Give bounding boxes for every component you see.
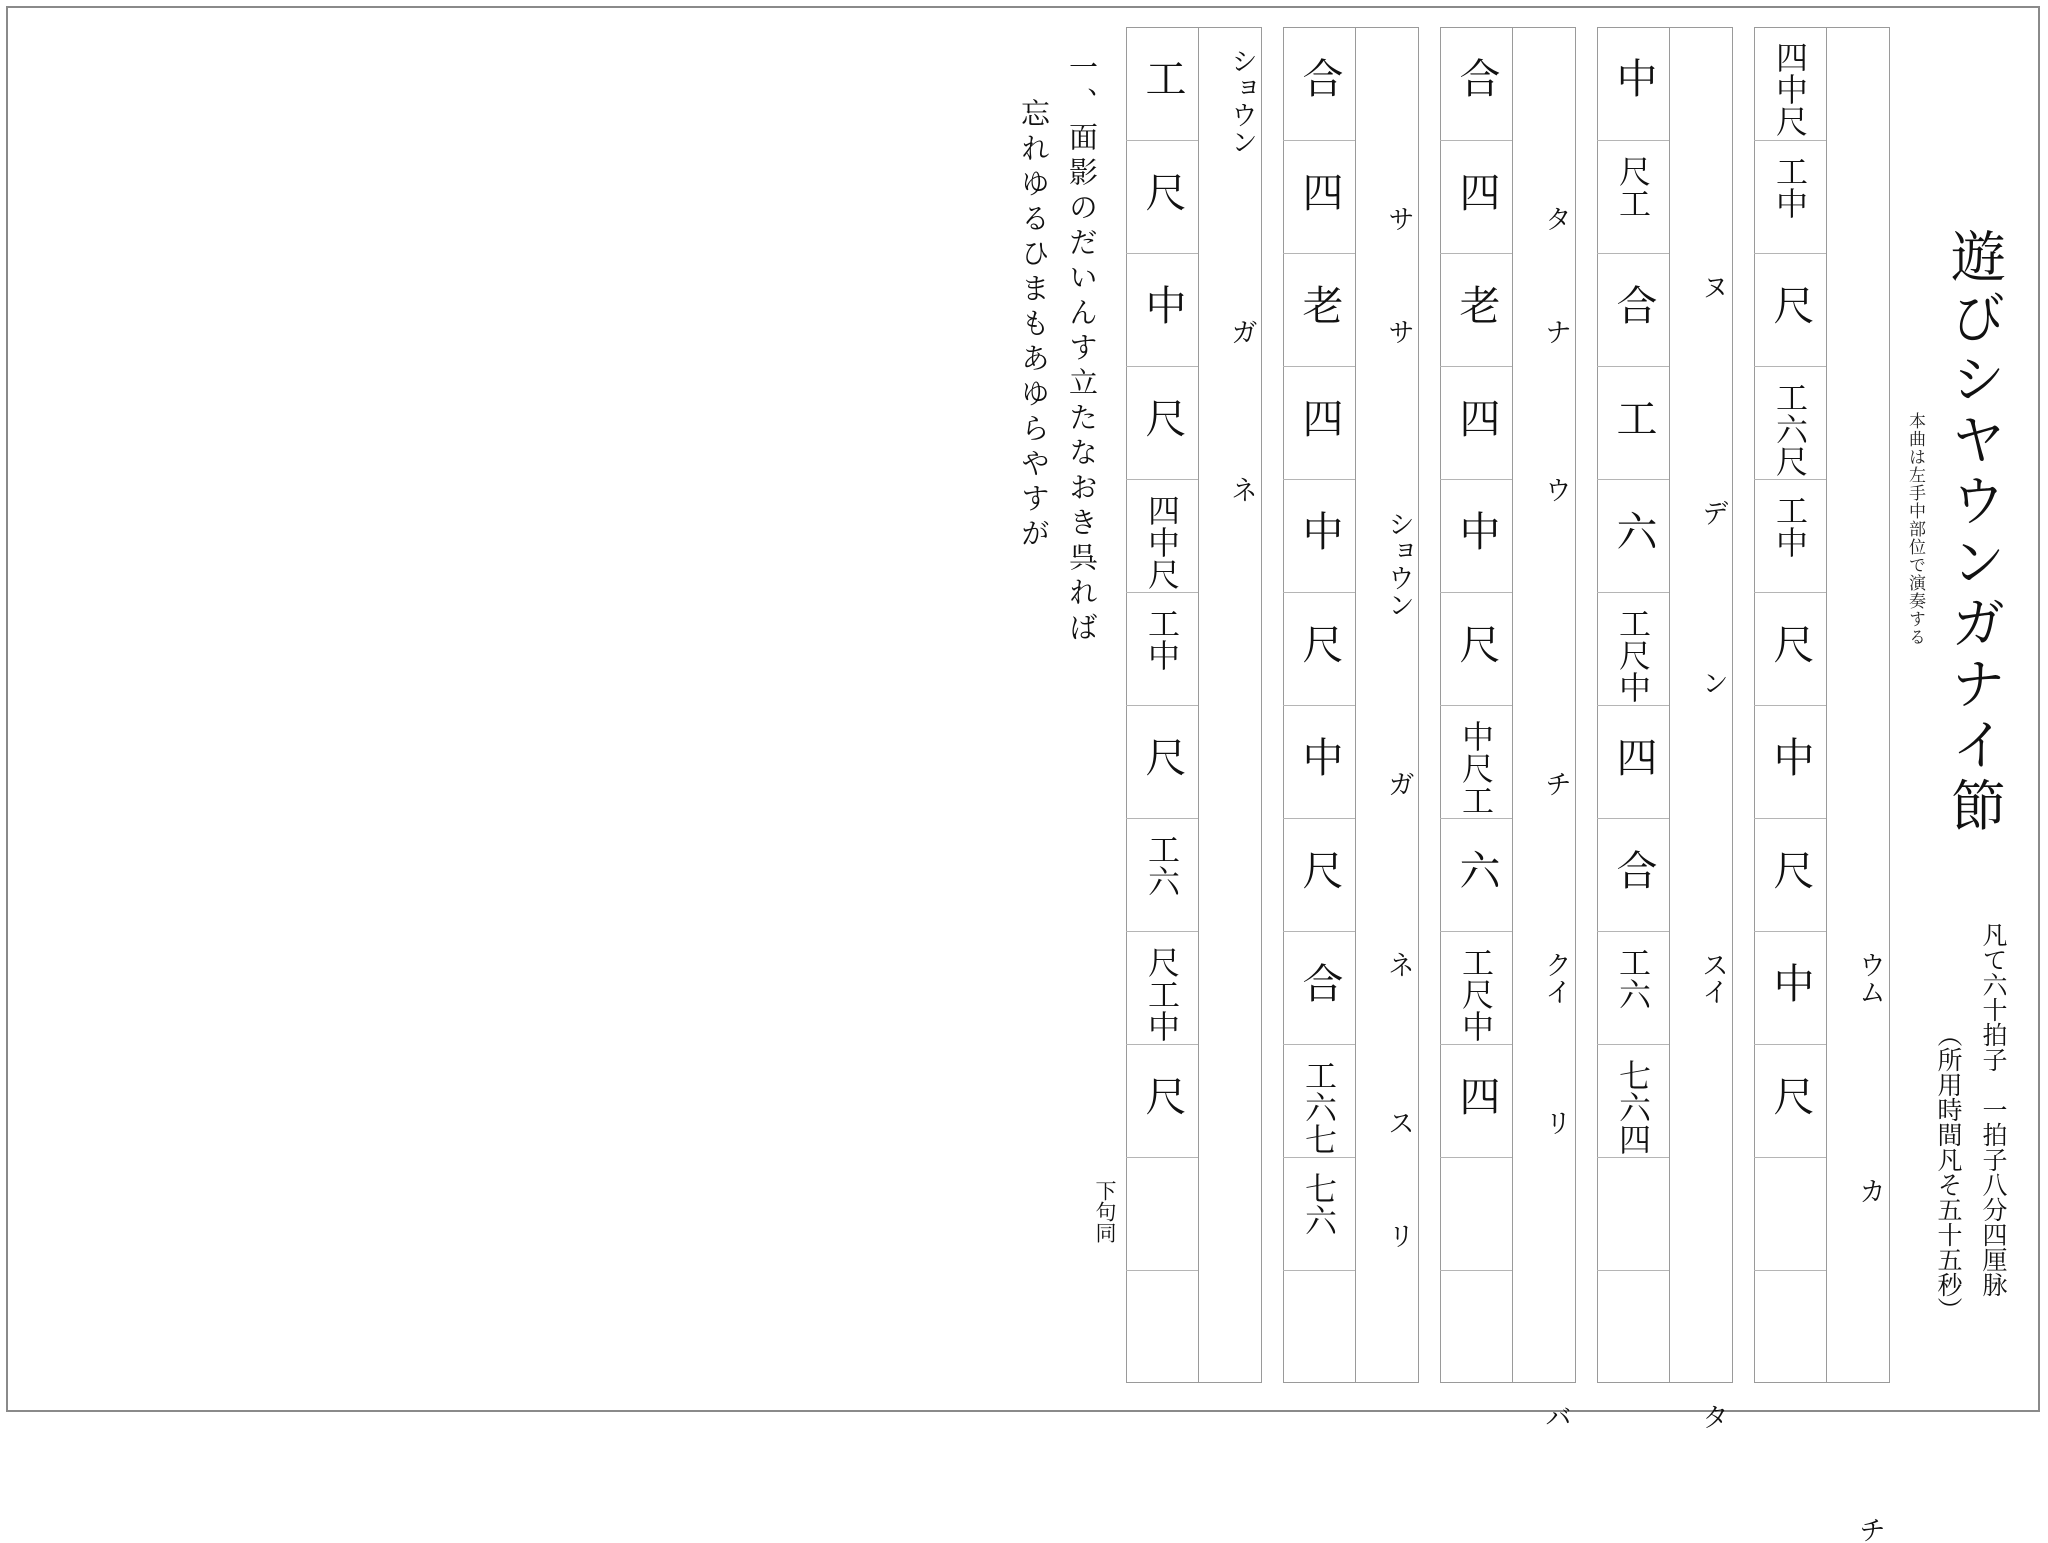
note-symbol: 老 bbox=[1295, 284, 1344, 325]
lyric-syllable: リ bbox=[1383, 1222, 1414, 1250]
lyric-syllable: リ bbox=[1540, 1109, 1571, 1137]
note-symbol: 工六 bbox=[1143, 833, 1181, 897]
lyric-syllable: サ bbox=[1383, 318, 1414, 346]
note-symbol: 老 bbox=[1452, 284, 1501, 325]
notation-cell bbox=[1597, 1157, 1669, 1270]
notation-cell bbox=[1283, 1270, 1355, 1383]
notation-cell bbox=[1440, 479, 1512, 592]
notation-cell bbox=[1754, 253, 1826, 366]
notation-cell bbox=[1283, 1044, 1355, 1157]
note-symbol: 中 bbox=[1295, 510, 1344, 551]
notation-cell bbox=[1440, 818, 1512, 931]
notation-cell bbox=[1597, 366, 1669, 479]
lyric-syllable: バ bbox=[1540, 1403, 1571, 1430]
note-symbol: 中 bbox=[1295, 736, 1344, 777]
note-symbol: 尺 bbox=[1138, 1075, 1187, 1116]
notation-cell bbox=[1126, 140, 1198, 253]
note-symbol: 四 bbox=[1452, 1075, 1501, 1116]
note-symbol: 七六 bbox=[1300, 1172, 1338, 1236]
lyric-syllable: デ bbox=[1697, 499, 1728, 526]
notation-cell bbox=[1283, 366, 1355, 479]
lyric-syllable: ウ bbox=[1540, 476, 1571, 504]
note-symbol: 合 bbox=[1452, 57, 1501, 98]
notation-cell bbox=[1126, 1157, 1198, 1270]
lyric-syllable: ウム bbox=[1854, 951, 1885, 1005]
notation-cell bbox=[1597, 705, 1669, 818]
note-symbol: 工中 bbox=[1771, 155, 1809, 219]
lyric-syllable: チ bbox=[1854, 1516, 1885, 1543]
note-symbol: 中尺工 bbox=[1457, 720, 1495, 816]
lyric-syllable: ヌ bbox=[1697, 273, 1728, 300]
notation-cell bbox=[1597, 140, 1669, 253]
note-symbol: 中 bbox=[1452, 510, 1501, 551]
lyric-syllable: クイ bbox=[1540, 951, 1571, 1005]
notation-cell bbox=[1754, 366, 1826, 479]
notation-column-3 bbox=[1440, 27, 1513, 1383]
notation-cell bbox=[1283, 592, 1355, 705]
lyric-syllable: ス bbox=[1383, 1109, 1414, 1137]
lyric-syllable: タ bbox=[1697, 1403, 1728, 1430]
notation-cell bbox=[1283, 705, 1355, 818]
note-symbol: 中 bbox=[1766, 962, 1815, 1003]
notation-cell bbox=[1283, 27, 1355, 140]
note-symbol: 六 bbox=[1452, 849, 1501, 890]
note-symbol: 合 bbox=[1295, 962, 1344, 1003]
notation-cell bbox=[1754, 818, 1826, 931]
note-symbol: 工六尺 bbox=[1771, 381, 1809, 477]
lyric-syllable: ネ bbox=[1383, 951, 1414, 978]
notation-cell bbox=[1440, 931, 1512, 1044]
notation-cell bbox=[1597, 592, 1669, 705]
note-symbol: 工中 bbox=[1771, 494, 1809, 558]
note-symbol: 四 bbox=[1295, 171, 1344, 212]
notation-cell bbox=[1126, 931, 1198, 1044]
note-symbol: 中 bbox=[1609, 57, 1658, 98]
note-symbol: 工 bbox=[1609, 397, 1658, 438]
notation-cell bbox=[1126, 592, 1198, 705]
note-symbol: 尺 bbox=[1138, 397, 1187, 438]
note-symbol: 工中 bbox=[1143, 607, 1181, 671]
notation-cell bbox=[1440, 592, 1512, 705]
lyric-syllable: タ bbox=[1540, 205, 1571, 233]
note-symbol: 七六四 bbox=[1614, 1059, 1652, 1155]
note-symbol: 四中尺 bbox=[1771, 41, 1809, 137]
note-symbol: 工六 bbox=[1614, 946, 1652, 1010]
notation-cell bbox=[1597, 1270, 1669, 1383]
lyric-syllable: ショウン bbox=[1226, 47, 1257, 155]
notation-cell bbox=[1597, 253, 1669, 366]
note-symbol: 四中尺 bbox=[1143, 494, 1181, 590]
note-symbol: 尺 bbox=[1138, 736, 1187, 777]
notation-cell bbox=[1283, 479, 1355, 592]
note-symbol: 尺 bbox=[1766, 1075, 1815, 1116]
notation-cell bbox=[1440, 140, 1512, 253]
lower-verse-note: 下句同 bbox=[1093, 1180, 1117, 1243]
note-symbol: 工六七 bbox=[1300, 1059, 1338, 1155]
notation-cell bbox=[1597, 1044, 1669, 1157]
notation-cell bbox=[1754, 479, 1826, 592]
notation-cell bbox=[1283, 140, 1355, 253]
note-symbol: 工 bbox=[1138, 57, 1187, 98]
notation-cell bbox=[1283, 1157, 1355, 1270]
lyric-syllable: ネ bbox=[1226, 476, 1257, 504]
note-symbol: 尺 bbox=[1295, 849, 1344, 890]
note-symbol: 四 bbox=[1295, 397, 1344, 438]
notation-cell bbox=[1440, 1270, 1512, 1383]
poem-line-1: 一、面影のだいんす立たなおき呉れば bbox=[1065, 52, 1099, 647]
notation-cell bbox=[1126, 1270, 1198, 1383]
note-symbol: 尺 bbox=[1138, 171, 1187, 212]
notation-cell bbox=[1283, 818, 1355, 931]
note-symbol: 四 bbox=[1609, 736, 1658, 777]
notation-cell bbox=[1754, 140, 1826, 253]
lyric-syllable: ガ bbox=[1383, 770, 1414, 798]
note-symbol: 合 bbox=[1609, 849, 1658, 890]
notation-cell bbox=[1440, 366, 1512, 479]
notation-cell bbox=[1754, 27, 1826, 140]
note-symbol: 尺工中 bbox=[1143, 946, 1181, 1042]
notation-cell bbox=[1126, 479, 1198, 592]
notation-cell bbox=[1754, 705, 1826, 818]
notation-cell bbox=[1597, 27, 1669, 140]
notation-cell bbox=[1754, 1270, 1826, 1383]
note-symbol: 尺 bbox=[1295, 623, 1344, 664]
lyric-syllable: スイ bbox=[1697, 951, 1728, 1005]
note-symbol: 六 bbox=[1609, 510, 1658, 551]
lyric-syllable: ン bbox=[1697, 668, 1728, 696]
notation-cell bbox=[1126, 705, 1198, 818]
lyric-syllable: ガ bbox=[1226, 318, 1257, 346]
note-symbol: 尺 bbox=[1766, 284, 1815, 325]
note-symbol: 尺 bbox=[1766, 849, 1815, 890]
notation-cell bbox=[1126, 253, 1198, 366]
lyric-syllable: サ bbox=[1383, 205, 1414, 233]
tempo-line-1: 凡て六十拍子 一拍子八分四厘脉 bbox=[1979, 922, 2008, 1297]
lyric-syllable: カ bbox=[1854, 1177, 1885, 1204]
note-symbol: 四 bbox=[1452, 397, 1501, 438]
notation-column-5 bbox=[1126, 27, 1199, 1383]
lyric-syllable: ショウン bbox=[1383, 510, 1414, 619]
subtitle: 本曲は左手中部位で演奏する bbox=[1905, 412, 1925, 646]
notation-cell bbox=[1126, 1044, 1198, 1157]
notation-cell bbox=[1754, 931, 1826, 1044]
note-symbol: 工尺中 bbox=[1614, 607, 1652, 703]
page-title: 遊びシヤウンガナイ節 bbox=[1942, 228, 2006, 838]
notation-cell bbox=[1440, 1044, 1512, 1157]
notation-column-2 bbox=[1597, 27, 1670, 1383]
notation-cell bbox=[1440, 27, 1512, 140]
note-symbol: 合 bbox=[1295, 57, 1344, 98]
notation-cell bbox=[1597, 818, 1669, 931]
note-symbol: 尺 bbox=[1452, 623, 1501, 664]
lyric-syllable: ナ bbox=[1540, 318, 1571, 346]
note-symbol: 中 bbox=[1138, 284, 1187, 325]
notation-cell bbox=[1754, 1157, 1826, 1270]
tempo-line-2: （所用時間凡そ五十五秒） bbox=[1934, 1022, 1963, 1322]
notation-cell bbox=[1597, 479, 1669, 592]
notation-cell bbox=[1440, 705, 1512, 818]
poem-line-2: 忘れゆるひまもあゆらやすが bbox=[1017, 98, 1051, 553]
notation-cell bbox=[1283, 931, 1355, 1044]
note-symbol: 中 bbox=[1766, 736, 1815, 777]
notation-cell bbox=[1126, 27, 1198, 140]
notation-cell bbox=[1754, 1044, 1826, 1157]
notation-cell bbox=[1597, 931, 1669, 1044]
notation-cell bbox=[1126, 366, 1198, 479]
notation-cell bbox=[1283, 253, 1355, 366]
notation-cell bbox=[1754, 592, 1826, 705]
notation-cell bbox=[1440, 253, 1512, 366]
note-symbol: 工尺中 bbox=[1457, 946, 1495, 1042]
note-symbol: 尺 bbox=[1766, 623, 1815, 664]
note-symbol: 合 bbox=[1609, 284, 1658, 325]
lyric-syllable: チ bbox=[1540, 770, 1571, 798]
note-symbol: 尺工 bbox=[1614, 155, 1652, 219]
notation-cell bbox=[1126, 818, 1198, 931]
notation-cell bbox=[1440, 1157, 1512, 1270]
notation-column-1 bbox=[1754, 27, 1827, 1383]
notation-column-4 bbox=[1283, 27, 1356, 1383]
note-symbol: 四 bbox=[1452, 171, 1501, 212]
